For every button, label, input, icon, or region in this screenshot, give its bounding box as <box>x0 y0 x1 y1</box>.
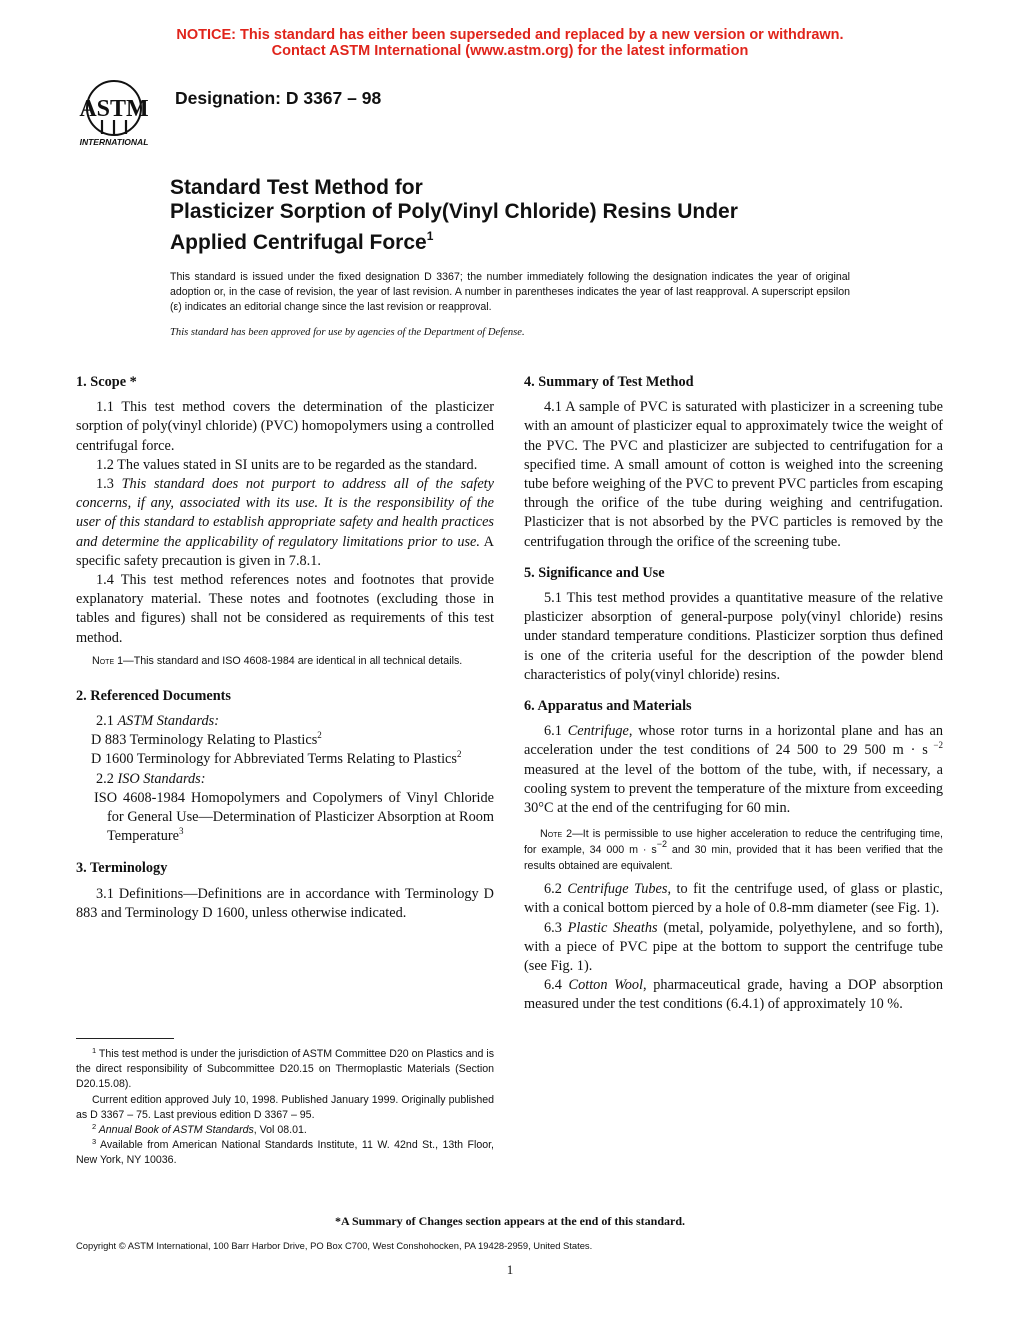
para-6-2: 6.2 Centrifuge Tubes, to fit the centrifuge used, of glass or plastic, with a conical bottom pierced by a hole of 0.8-mm diameter (see Fig. 1). <box>524 881 943 917</box>
copyright: Copyright © ASTM International, 100 Barr Harbor Drive, PO Box C700, West Conshohocken, PA 19428-2959, United States. <box>76 1240 593 1251</box>
page-number: 1 <box>506 1262 514 1277</box>
notice-line-1: NOTICE: This standard has either been superseded and replaced by a new version or withdrawn. <box>176 27 844 43</box>
para-5-1: 5.1 This test method provides a quantitative measure of the relative plasticizer absorption of general-purpose poly(vinyl chloride) resins under standard temperature conditions. Plasticizer sorption thus defined is one of the criteria useful for the description of the powder blend characteristics of poly(vinyl chloride) resins. <box>524 590 943 683</box>
note-2: Note 2—It is permissible to use higher acceleration to reduce the centrifuging time, for example, 34 000 $m \cdot s^{-2}$ and 30 min, provided that it has been verified that the results obtained are equivalent. <box>524 828 943 873</box>
dod-approval: This standard has been approved for use by agencies of the Department of Defense. <box>170 327 525 338</box>
title-line-1: Standard Test Method for <box>170 176 423 199</box>
para-4-1: 4.1 A sample of PVC is saturated with plasticizer in a screening tube with an amount of plasticizer equal to approximately twice the weight of the PVC. The PVC and plasticizer are subjected to centrifugation for a specified time. A small amount of cotton is weighed into the screening tube before weighing of the PVC to prevent PVC particles from escaping through the orifice of the tube during weighing and centrifugation. Plasticizer that is not absorbed by the PVC particles is removed by the centrifugation through the orifice of the screening tube. <box>524 399 943 550</box>
ref-d1600: D 1600 Terminology for Abbreviated Terms Relating to Plastics$^2$ <box>91 749 462 768</box>
title-line-3-text: Applied Centrifugal Force <box>170 231 427 254</box>
title-line-2: Plasticizer Sorption of Poly(Vinyl Chloride) Resins Under <box>170 200 738 223</box>
designation: Designation: D 3367 – 98 <box>175 88 382 108</box>
ref-d883: D 883 Terminology Relating to Plastics$^2$ <box>91 730 322 749</box>
footnote-1-edition: Current edition approved July 10, 1998. Published January 1999. Originally published as D 3367 – 75. Last previous edition D 3367 – 95. <box>76 1093 494 1121</box>
section-4-heading: 4. Summary of Test Method <box>524 374 694 390</box>
section-3-heading: 3. Terminology <box>76 860 168 877</box>
astm-logo <box>66 76 162 148</box>
title-line-3 <box>170 223 433 256</box>
left-column <box>76 373 494 923</box>
para-3-1: 3.1 Definitions—Definitions are in accordance with Terminology D 883 and Terminology D 1600, unless otherwise indicated. <box>76 885 494 921</box>
title-footnote-ref: 1 <box>426 229 434 243</box>
section-2-heading: 2. Referenced Documents <box>76 687 231 704</box>
para-1-4: 1.4 This test method references notes and footnotes that provide explanatory material. These notes and footnotes (excluding those in tables and figures) shall not be considered as requirements of this test method. <box>76 572 494 646</box>
para-6-3: 6.3 Plastic Sheaths (metal, polyamide, polyethylene, and so forth), with a piece of PVC pipe at the bottom to support the centrifuge tube (see Fig. 1). <box>524 919 943 975</box>
astm-logo-subtext: INTERNATIONAL <box>79 137 149 147</box>
safety-caveat: This standard does not purport to address all of the safety concerns, if any, associated with its use. It is the responsibility of the user of this standard to establish appropriate safety and health practices and determine the applicability of regulatory limitations prior to use. <box>76 476 494 550</box>
para-6-1: 6.1 Centrifuge, whose rotor turns in a horizontal plane and has an acceleration under the test conditions of 24 500 to 29 500 m · s $^{-2}$ measured at the level of the bottom of the tube, with, if necessary, a cooling system to prevent the temperature of the mixture from exceeding 30°C at the end of the centrifuging for 60 min. <box>524 723 943 817</box>
section-6-heading: 6. Apparatus and Materials <box>524 698 692 715</box>
para-2-1: 2.1 ASTM Standards: <box>96 713 219 730</box>
footnote-3: $^3$ Available from American National Standards Institute, 11 W. 42nd St., 13th Floor, New York, NY 10036. <box>76 1137 494 1167</box>
ref-iso-4608: ISO 4608-1984 Homopolymers and Copolymers of Vinyl Chloride for General Use—Determination of Plasticizer Absorption at Room Temperature$^3$ <box>94 789 494 845</box>
footnote-2: $^2$ Annual Book of ASTM Standards, Vol 08.01. <box>92 1122 307 1137</box>
para-1-2: 1.2 The values stated in SI units are to be regarded as the standard. <box>96 456 478 473</box>
para-6-4: 6.4 Cotton Wool, pharmaceutical grade, having a DOP absorption measured under the test conditions (6.4.1) of approximately 10 %. <box>524 977 943 1013</box>
footnote-rule <box>76 1038 174 1039</box>
notice-line-2: Contact ASTM International (www.astm.org) for the latest information <box>271 43 749 59</box>
footnotes <box>76 1047 494 1169</box>
right-column <box>524 373 943 1015</box>
para-1-3: 1.3 This standard does not purport to address all of the safety concerns, if any, associated with its use. It is the responsibility of the user of this standard to establish appropriate safety and health practices and determine the applicability of regulatory limitations prior to use. A specific safety precaution is given in 7.8.1. <box>76 476 494 569</box>
footnote-1: $^1$ This test method is under the jurisdiction of ASTM Committee D20 on Plastics and is the direct responsibility of Subcommittee D20.15 on Thermoplastic Materials (Section D20.15.08). <box>76 1046 495 1091</box>
note-1: Note 1—This standard and ISO 4608-1984 are identical in all technical details. <box>92 654 463 667</box>
para-1-1: 1.1 This test method covers the determination of the plasticizer sorption of poly(vinyl chloride) (PVC) homopolymers using a controlled centrifugal force. <box>76 399 494 454</box>
para-2-2: 2.2 ISO Standards: <box>96 770 206 787</box>
preamble: This standard is issued under the fixed designation D 3367; the number immediately following the designation indicates the year of original adoption or, in the case of revision, the year of last revision. A number in parentheses indicates the year of last reapproval. A superscript epsilon (ε) indicates an editorial change since the last revision or reapproval. <box>170 271 850 313</box>
section-5-heading: 5. Significance and Use <box>524 564 665 581</box>
summary-of-changes-note: *A Summary of Changes section appears at the end of this standard. <box>334 1214 686 1228</box>
astm-logo-text: ASTM <box>79 96 149 122</box>
section-1-heading: 1. Scope * <box>76 374 137 390</box>
